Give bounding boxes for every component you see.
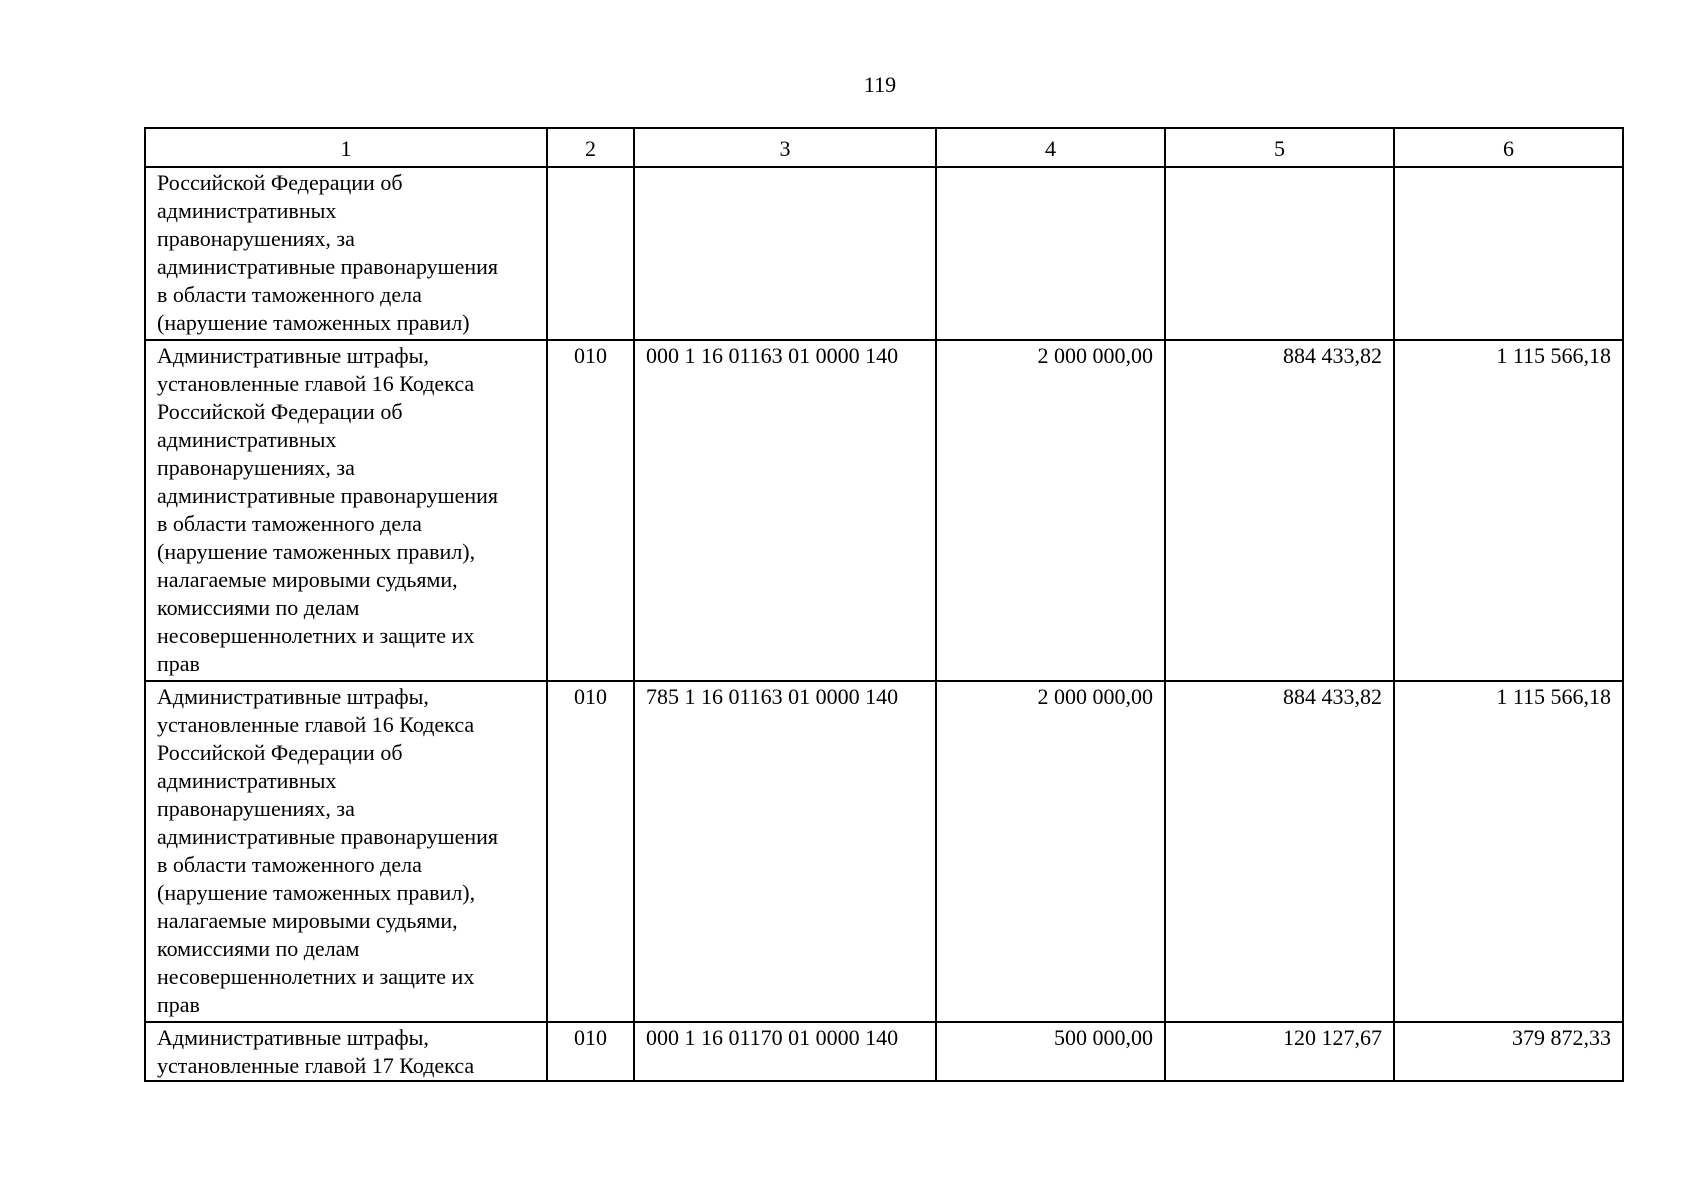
income-code-cell: [634, 167, 936, 340]
column-header: 3: [634, 128, 936, 167]
executed-amount-cell: 120 127,67: [1165, 1022, 1394, 1081]
approved-amount-cell: 500 000,00: [936, 1022, 1165, 1081]
remainder-amount-cell: 379 872,33: [1394, 1022, 1623, 1081]
line-code-cell: 010: [547, 1022, 634, 1081]
budget-table: [144, 127, 1624, 1082]
approved-amount-cell: [936, 167, 1165, 340]
remainder-amount-cell: 1 115 566,18: [1394, 340, 1623, 681]
remainder-amount-cell: 1 115 566,18: [1394, 681, 1623, 1022]
income-code-cell: 000 1 16 01163 01 0000 140: [634, 340, 936, 681]
table-header-row: [145, 128, 1623, 167]
table-row: [145, 1022, 1623, 1081]
approved-amount-cell: 2 000 000,00: [936, 340, 1165, 681]
approved-amount-cell: 2 000 000,00: [936, 681, 1165, 1022]
table-row: [145, 167, 1623, 340]
income-code-cell: 785 1 16 01163 01 0000 140: [634, 681, 936, 1022]
table-row: [145, 340, 1623, 681]
income-name-cell: Административные штрафы, установленные главой 17 Кодекса: [145, 1022, 547, 1081]
column-header: 1: [145, 128, 547, 167]
table-row: [145, 681, 1623, 1022]
column-header: 2: [547, 128, 634, 167]
income-name-cell: Административные штрафы, установленные главой 16 Кодекса Российской Федерации об административных правонарушениях, за административные правонарушения в области таможенного дела (нарушение таможенных правил), налагаемые мировыми судьями, комиссиями по делам несовершеннолетних и защите их прав: [145, 681, 547, 1022]
executed-amount-cell: 884 433,82: [1165, 340, 1394, 681]
income-name-cell: Административные штрафы, установленные главой 16 Кодекса Российской Федерации об административных правонарушениях, за административные правонарушения в области таможенного дела (нарушение таможенных правил), налагаемые мировыми судьями, комиссиями по делам несовершеннолетних и защите их прав: [145, 340, 547, 681]
income-code-cell: 000 1 16 01170 01 0000 140: [634, 1022, 936, 1081]
executed-amount-cell: 884 433,82: [1165, 681, 1394, 1022]
remainder-amount-cell: [1394, 167, 1623, 340]
column-header: 5: [1165, 128, 1394, 167]
column-header: 4: [936, 128, 1165, 167]
page-number: 119: [863, 72, 897, 97]
executed-amount-cell: [1165, 167, 1394, 340]
line-code-cell: 010: [547, 681, 634, 1022]
line-code-cell: [547, 167, 634, 340]
column-header: 6: [1394, 128, 1623, 167]
line-code-cell: 010: [547, 340, 634, 681]
income-name-cell: Российской Федерации об административных правонарушениях, за административные правонарушения в области таможенного дела (нарушение таможенных правил): [145, 167, 547, 340]
